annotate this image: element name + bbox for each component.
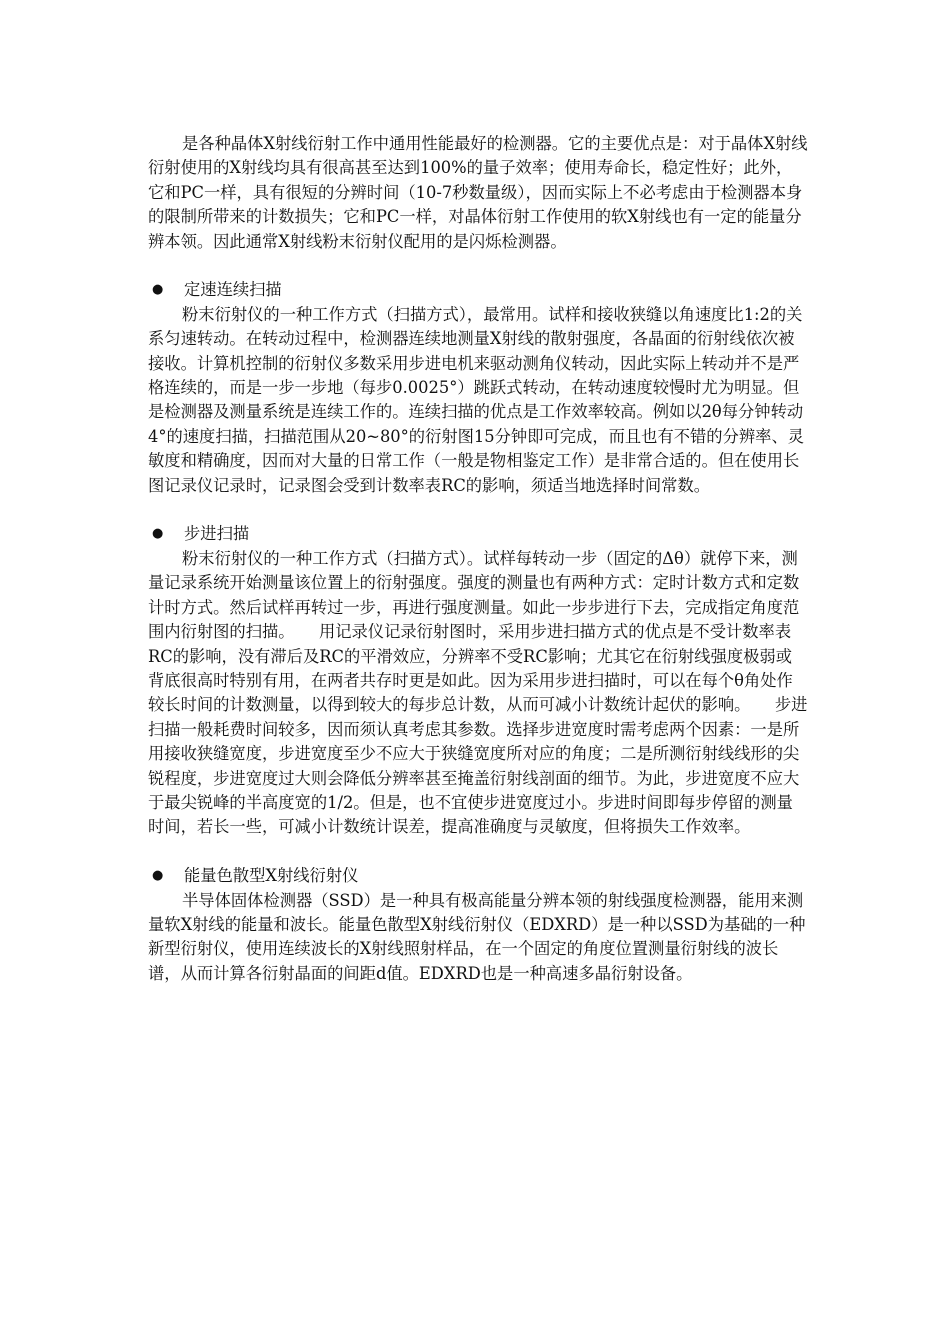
document-page bbox=[148, 132, 808, 986]
section-body bbox=[148, 303, 808, 498]
section-constant-speed-scan bbox=[148, 278, 808, 498]
section-title: 定速连续扫描 bbox=[184, 280, 282, 300]
intro-paragraph bbox=[148, 132, 808, 254]
section-step-scan bbox=[148, 522, 808, 839]
section-body bbox=[148, 889, 808, 987]
section-title: 步进扫描 bbox=[184, 524, 250, 544]
section-title: 能量色散型X射线衍射仪 bbox=[184, 866, 359, 886]
section-body-text: 粉末衍射仪的一种工作方式（扫描方式）。试样每转动一步（固定的Δθ）就停下来，测量记录系统开始测量该位置上的衍射强度。强度的测量也有两种方式：定时计数方式和定数计时方式。然后试样再转过一步，再进行强度测量。如此一步步进行下去，完成指定角度范围内衍射图的扫描。 用记录仪记录衍射图时，采用步进扫描方式的优点是不受计数率表RC的影响，没有滞后及RC的平滑效应，分辨率不受RC影响；尤其它在衍射线强度极弱或背底很高时特别有用，在两者共存时更是如此。因为采用步进扫描时，可以在每个θ角处作较长时间的计数测量，以得到较大的每步总计数，从而可减小计数统计起伏的影响。 步进扫描一般耗费时间较多，因而须认真考虑其参数。选择步进宽度时需考虑两个因素：一是所用接收狭缝宽度，步进宽度至少不应大于狭缝宽度所对应的角度；二是所测衍射线线形的尖锐程度，步进宽度过大则会降低分辨率甚至掩盖衍射线剖面的细节。为此，步进宽度不应大于最尖锐峰的半高度宽的1/2。但是，也不宜使步进宽度过小。步进时间即每步停留的测量时间，若长一些，可减小计数统计误差，提高准确度与灵敏度，但将损失工作效率。 bbox=[148, 548, 808, 837]
bullet-icon: ● bbox=[152, 526, 164, 542]
intro-paragraph-text: 是各种晶体X射线衍射工作中通用性能最好的检测器。它的主要优点是：对于晶体X射线衍射使用的X射线均具有很高甚至达到100%的量子效率；使用寿命长，稳定性好；此外，它和PC一样，具有很短的分辨时间（10-7秒数量级），因而实际上不必考虑由于检测器本身的限制所带来的计数损失；它和PC一样，对晶体衍射工作使用的软X射线也有一定的能量分辨本领。因此通常X射线粉末衍射仪配用的是闪烁检测器。 bbox=[148, 134, 808, 251]
paragraph-gap bbox=[148, 254, 808, 278]
section-heading bbox=[148, 522, 808, 546]
section-heading bbox=[148, 278, 808, 302]
section-edxrd bbox=[148, 864, 808, 986]
bullet-icon: ● bbox=[152, 282, 164, 298]
section-body-text: 粉末衍射仪的一种工作方式（扫描方式），最常用。试样和接收狭缝以角速度比1:2的关系匀速转动。在转动过程中，检测器连续地测量X射线的散射强度，各晶面的衍射线依次被接收。计算机控制的衍射仪多数采用步进电机来驱动测角仪转动，因此实际上转动并不是严格连续的，而是一步一步地（每步0.0025°）跳跃式转动，在转动速度较慢时尤为明显。但是检测器及测量系统是连续工作的。连续扫描的优点是工作效率较高。例如以2θ每分钟转动4°的速度扫描，扫描范围从20~80°的衍射图15分钟即可完成，而且也有不错的分辨率、灵敏度和精确度，因而对大量的日常工作（一般是物相鉴定工作）是非常合适的。但在使用长图记录仪记录时，记录图会受到计数率表RC的影响，须适当地选择时间常数。 bbox=[148, 304, 805, 495]
section-body bbox=[148, 547, 808, 840]
paragraph-gap bbox=[148, 840, 808, 864]
paragraph-gap bbox=[148, 498, 808, 522]
bullet-icon: ● bbox=[152, 868, 164, 884]
section-heading bbox=[148, 864, 808, 888]
section-body-text: 半导体固体检测器（SSD）是一种具有极高能量分辨本领的射线强度检测器，能用来测量软X射线的能量和波长。能量色散型X射线衍射仪（EDXRD）是一种以SSD为基础的一种新型衍射仪，使用连续波长的X射线照射样品，在一个固定的角度位置测量衍射线的波长谱，从而计算各衍射晶面的间距d值。EDXRD也是一种高速多晶衍射设备。 bbox=[148, 890, 806, 983]
